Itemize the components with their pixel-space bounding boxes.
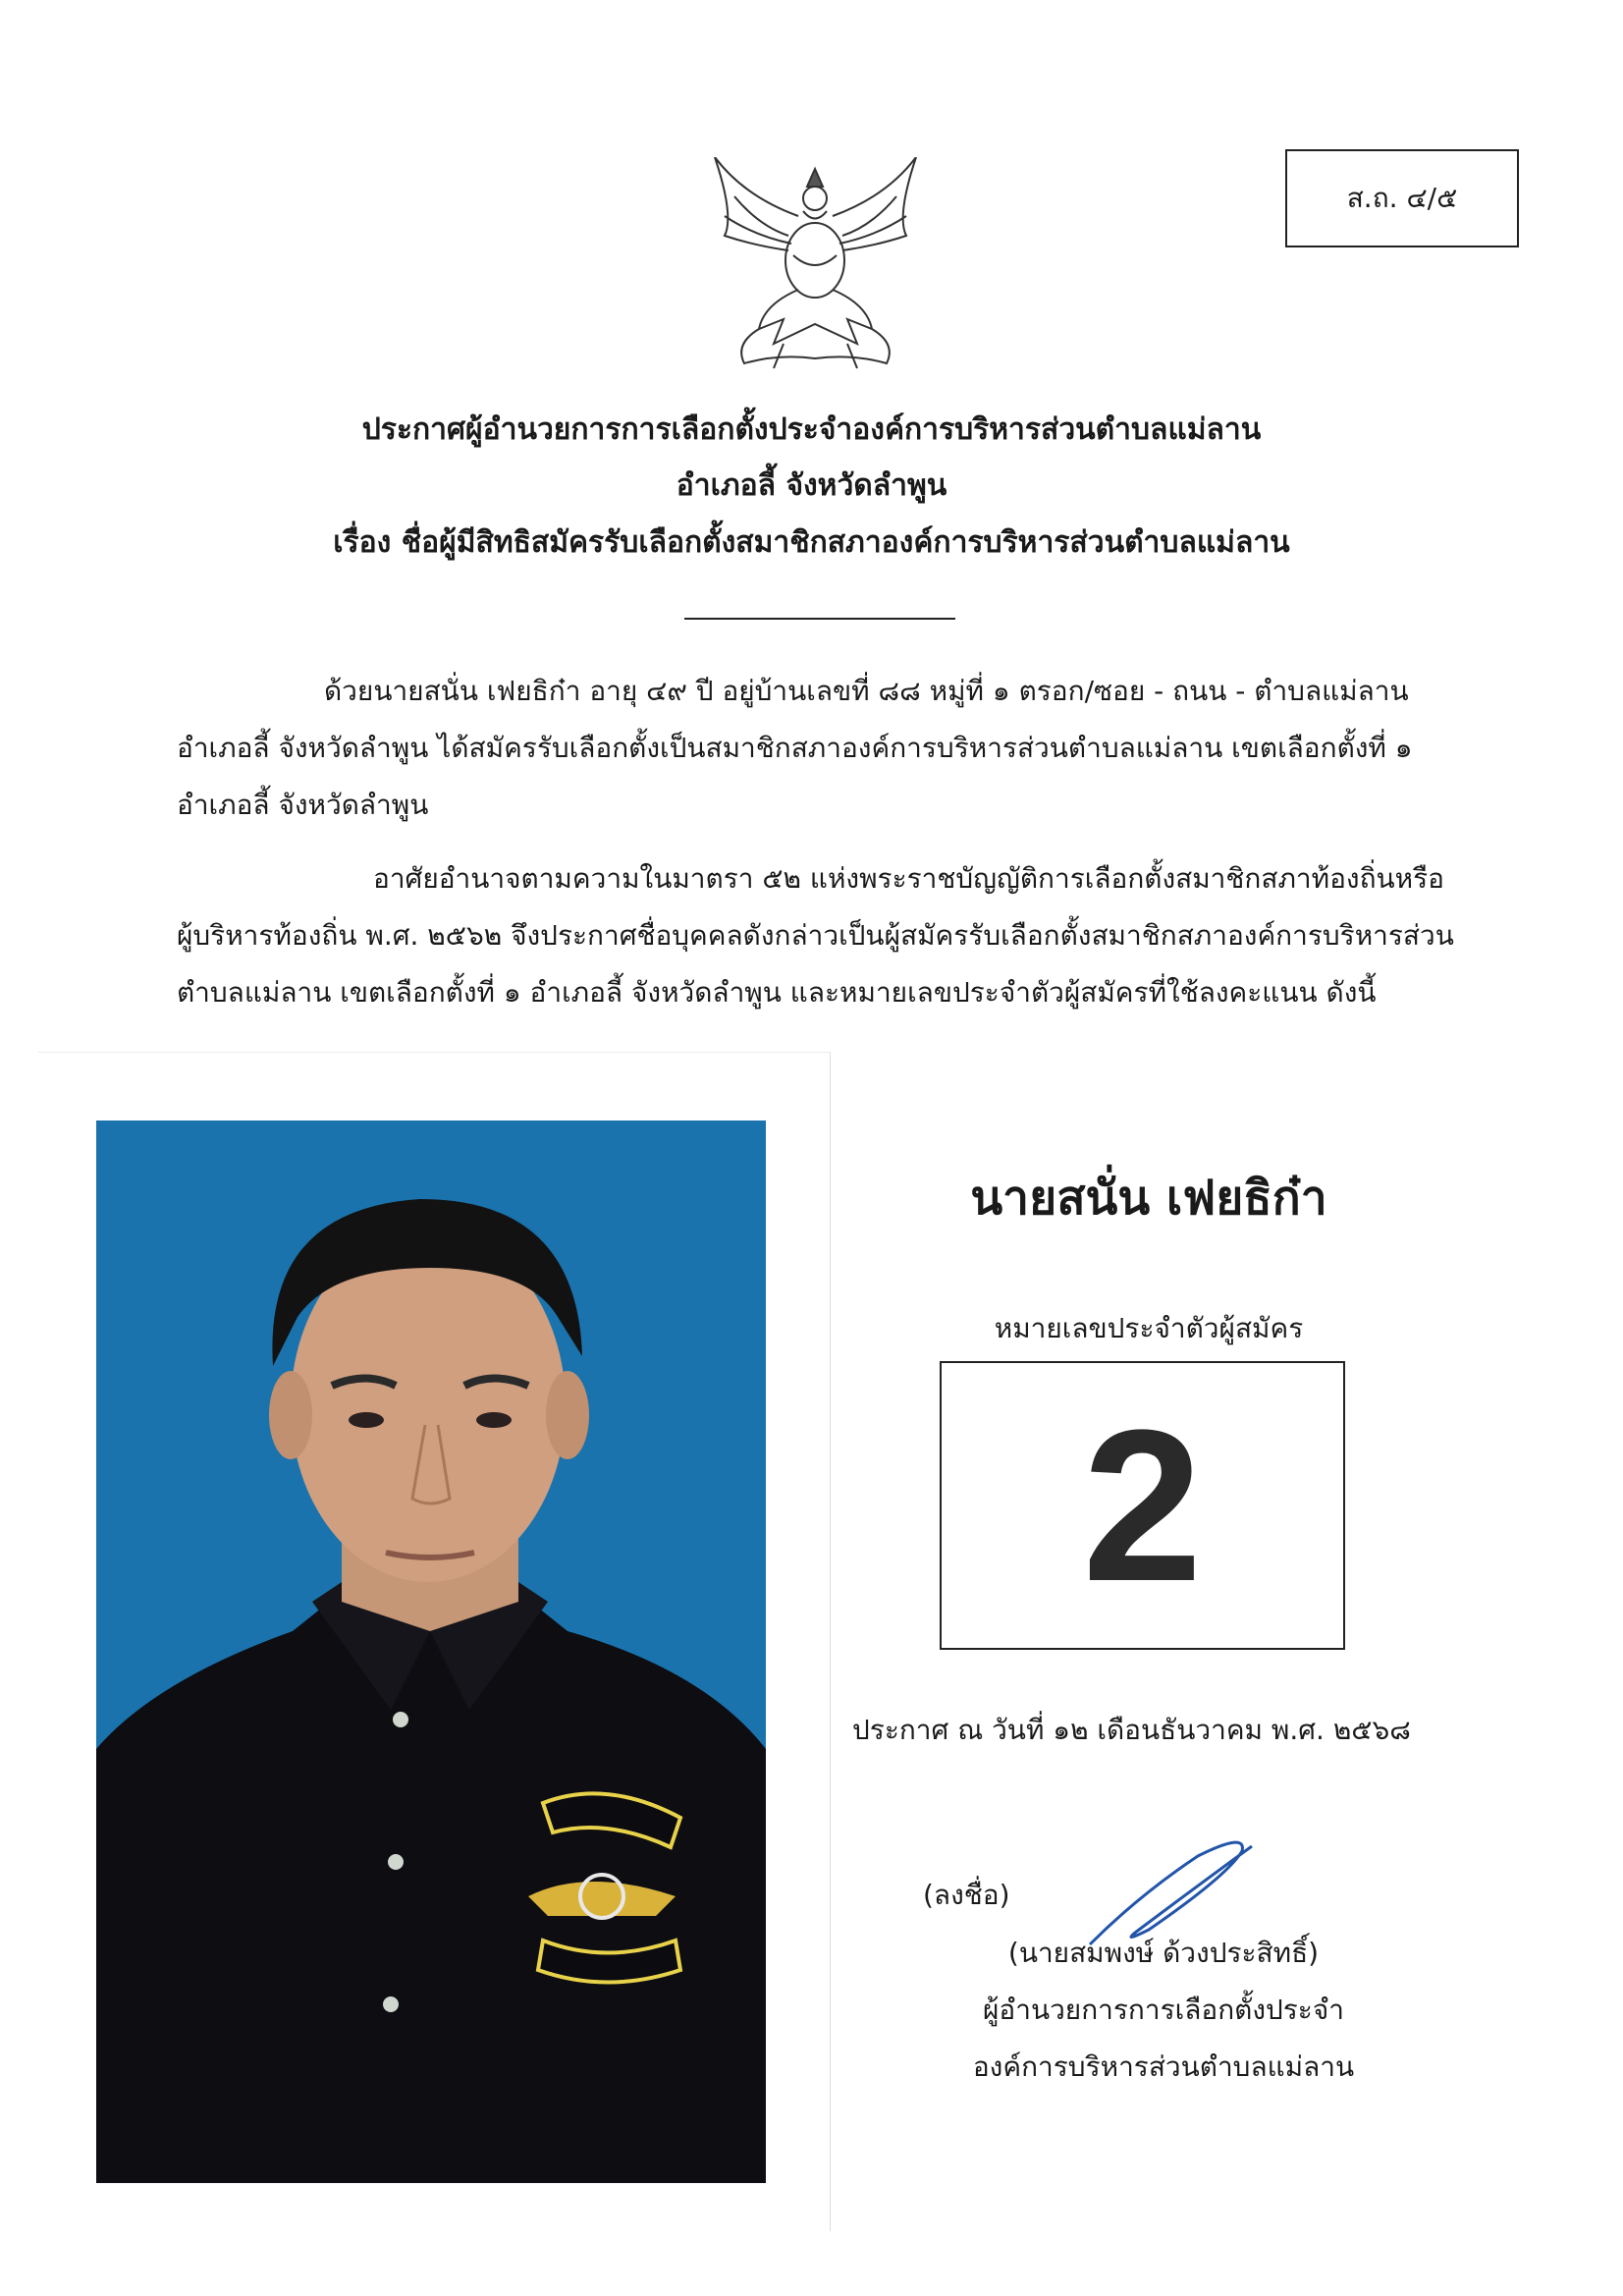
candidate-photo	[96, 1121, 766, 2183]
paragraph-line: อำเภอลี้ จังหวัดลำพูน ได้สมัครรับเลือกตั้งเป็นสมาชิกสภาองค์การบริหารส่วนตำบลแม่ลาน เขตเลือกตั้งที่ ๑	[177, 732, 1413, 764]
garuda-emblem-icon	[705, 157, 926, 373]
announcement-title: ประกาศผู้อำนวยการการเลือกตั้งประจำองค์การบริหารส่วนตำบลแม่ลาน	[361, 412, 1262, 447]
form-code-box	[1285, 149, 1519, 247]
announcement-location: อำเภอลี้ จังหวัดลำพูน	[676, 468, 947, 503]
candidate-portrait	[96, 1121, 766, 2183]
signer-name: (นายสมพงษ์ ด้วงประสิทธิ์)	[1007, 1937, 1320, 1969]
paragraph-authority	[177, 850, 1463, 1021]
sign-label: (ลงชื่อ)	[923, 1879, 1010, 1911]
paragraph-line: อำเภอลี้ จังหวัดลำพูน	[177, 789, 429, 821]
announcement-subject: เรื่อง ชื่อผู้มีสิทธิสมัครรับเลือกตั้งสมาชิกสภาองค์การบริหารส่วนตำบลแม่ลาน	[333, 525, 1290, 560]
candidate-number-box	[940, 1361, 1345, 1650]
paragraph-line: ตำบลแม่ลาน เขตเลือกตั้งที่ ๑ อำเภอลี้ จังหวัดลำพูน และหมายเลขประจำตัวผู้สมัครที่ใช้ลงคะแนน ดังนี้	[177, 976, 1377, 1009]
signer-title: ผู้อำนวยการการเลือกตั้งประจำ	[983, 1994, 1344, 2026]
paragraph-line: ผู้บริหารท้องถิ่น พ.ศ. ๒๕๖๒ จึงประกาศชื่อบุคคลดังกล่าวเป็นผู้สมัครรับเลือกตั้งสมาชิกสภาองค์การบริหารส่วน	[177, 919, 1454, 952]
form-code: ส.ถ. ๔/๕	[1346, 182, 1458, 214]
candidate-number-label: หมายเลขประจำตัวผู้สมัคร	[994, 1312, 1304, 1344]
paragraph-line: อาศัยอำนาจตามความในมาตรา ๕๒ แห่งพระราชบัญญัติการเลือกตั้งสมาชิกสภาท้องถิ่นหรือ	[373, 862, 1444, 895]
announcement-date: ประกาศ ณ วันที่ ๑๒ เดือนธันวาคม พ.ศ. ๒๕๖๘	[852, 1714, 1411, 1746]
header-divider	[684, 618, 955, 620]
signer-organization: องค์การบริหารส่วนตำบลแม่ลาน	[972, 2050, 1355, 2083]
candidate-number: 2	[1082, 1384, 1203, 1626]
paragraph-applicant	[177, 663, 1463, 834]
candidate-name: นายสนั่น เฟยธิก๋า	[970, 1171, 1327, 1226]
paragraph-line: ด้วยนายสนั่น เฟยธิก๋า อายุ ๔๙ ปี อยู่บ้านเลขที่ ๘๘ หมู่ที่ ๑ ตรอก/ซอย - ถนน - ตำบลแม่ลาน	[324, 675, 1409, 707]
